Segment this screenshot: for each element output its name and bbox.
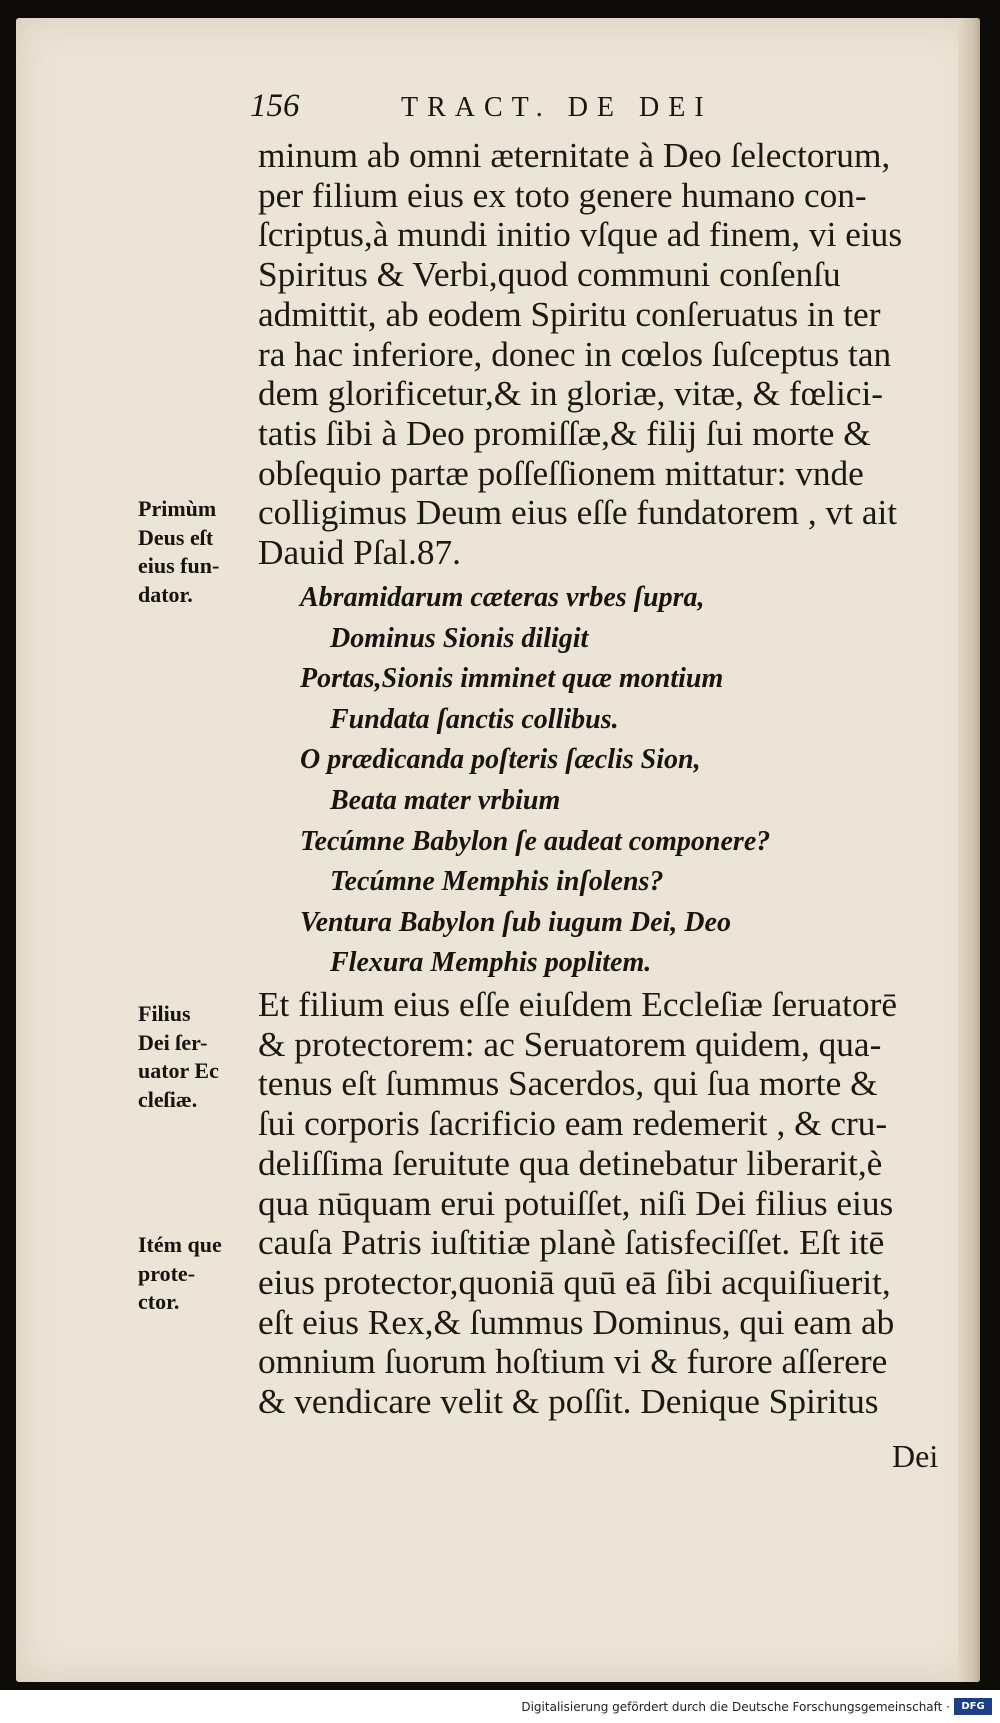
text-line: dem glorificetur,& in gloriæ, vitæ, & fœlici- <box>258 374 884 414</box>
text-line: admittit, ab eodem Spiritu conſeruatus in ter <box>258 294 881 334</box>
margin-line: ctor. <box>138 1289 180 1314</box>
page-edge <box>958 18 980 1682</box>
verse-line: Ventura Babylon ſub iugum Dei, Deo <box>300 906 731 938</box>
psalm-verse <box>300 578 960 984</box>
text-line: Spiritus & Verbi,quod communi conſenſu <box>258 255 841 295</box>
page-number: 156 <box>250 88 300 124</box>
text-line: tenus eſt ſummus Sacerdos, qui ſua morte & <box>258 1064 878 1104</box>
marginal-note-founder <box>138 495 256 609</box>
marginal-note-protector <box>138 1231 256 1317</box>
digitization-credit: Digitalisierung gefördert durch die Deutsche Forschungsgemeinschaft · <box>521 1700 950 1714</box>
verse-line: Tecúmne Memphis inſolens? <box>330 866 664 898</box>
margin-line: Deus eſt <box>138 524 214 550</box>
verse-line: Abramidarum cæteras vrbes ſupra, <box>300 582 705 613</box>
text-line: cauſa Patris iuſtitiæ planè ſatisfeciſſet. Eſt itē <box>258 1223 885 1263</box>
text-line: colligimus Deum eius eſſe fundatorem , vt ait <box>258 493 898 533</box>
dfg-logo-icon: DFG <box>954 1698 992 1715</box>
margin-line: uator Ec <box>138 1058 219 1083</box>
catchword: Dei <box>892 1438 939 1474</box>
text-line: & vendicare velit & poſſit. Denique Spiritus <box>258 1382 879 1422</box>
running-head-title: TRACT. DE DEI <box>401 92 713 123</box>
margin-line: Itém que <box>138 1232 222 1257</box>
verse-line: Flexura Memphis poplitem. <box>330 947 652 979</box>
margin-line: Dei ſer- <box>138 1029 208 1055</box>
text-line: per filium eius ex toto genere humano con- <box>258 175 867 215</box>
text-line: ra hac inferiore, donec in cœlos ſuſceptus tan <box>258 334 892 374</box>
text-line: Dauid Pſal.87. <box>258 533 461 573</box>
margin-line: Primùm <box>138 496 217 521</box>
verse-line: Beata mater vrbium <box>330 784 561 816</box>
text-line: minum ab omni æternitate à Deo ſelectorum, <box>258 136 891 175</box>
text-line: deliſſima ſeruitute qua detinebatur liberarit,è <box>258 1143 883 1183</box>
text-line: eſt eius Rex,& ſummus Dominus, qui eam ab <box>258 1302 895 1342</box>
verse-line: Fundata ſanctis collibus. <box>330 703 619 735</box>
verse-line: Portas,Sionis imminet quæ montium <box>300 663 724 695</box>
text-line: tatis ſibi à Deo promiſſæ,& filij ſui morte & <box>258 413 871 453</box>
text-line: qua nūquam erui potuiſſet, niſi Dei filius eius <box>258 1183 894 1223</box>
margin-line: cleſiæ. <box>138 1086 198 1112</box>
text-line: & protectorem: ac Seruatorem quidem, qua- <box>258 1024 882 1064</box>
verse-line: Tecúmne Babylon ſe audeat componere? <box>300 825 771 857</box>
text-line: obſequio partæ poſſeſſionem mittatur: vnde <box>258 453 864 493</box>
marginal-note-preserver <box>138 1000 256 1114</box>
margin-line: prote- <box>138 1260 196 1286</box>
body-text-block-2 <box>258 985 958 1422</box>
text-line: ſui corporis ſacrificio eam redemerit , & cru- <box>258 1104 888 1144</box>
verse-line: Dominus Sionis diligit <box>330 622 589 654</box>
text-line: eius protector,quoniā quū eā ſibi acquiſiuerit, <box>258 1262 891 1302</box>
text-line: Et filium eius eſſe eiuſdem Eccleſiæ ſeruatorē <box>258 985 898 1024</box>
margin-line: eius fun- <box>138 553 220 578</box>
running-head <box>236 76 936 124</box>
body-text-block-1 <box>258 136 958 573</box>
verse-line: O prædicanda poſteris ſæclis Sion, <box>300 744 701 776</box>
text-line: omnium ſuorum hoſtium vi & furore aſſerere <box>258 1342 888 1382</box>
margin-line: dator. <box>138 581 193 607</box>
margin-line: Filius <box>138 1001 191 1026</box>
text-line: ſcriptus,à mundi initio vſque ad finem, vi eius <box>258 215 903 255</box>
